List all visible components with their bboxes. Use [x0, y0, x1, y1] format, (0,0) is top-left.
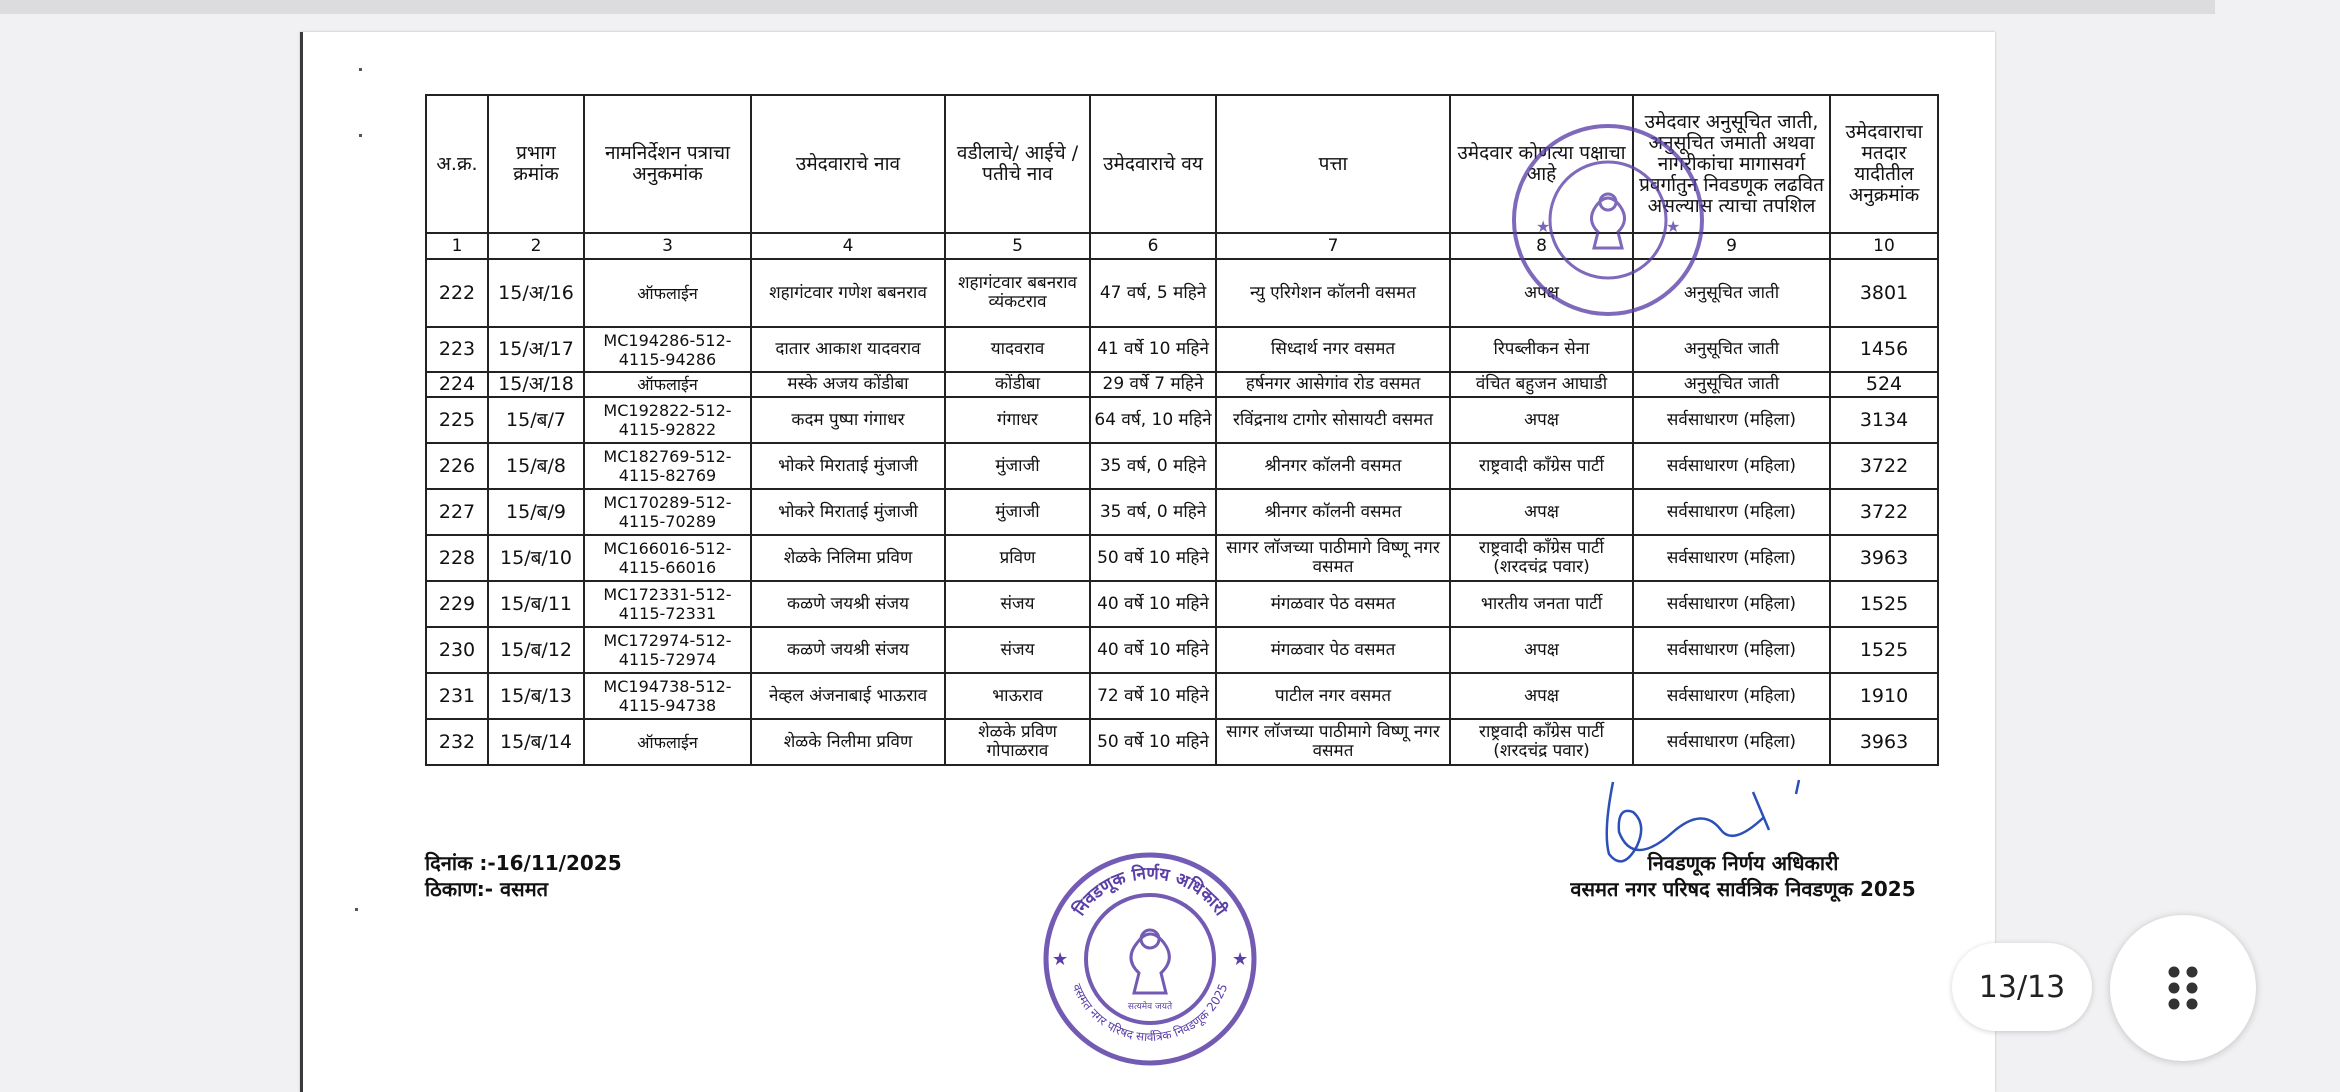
date-place-block [425, 850, 622, 902]
cell-voter-no: 3134 [1830, 397, 1938, 443]
column-number: 9 [1633, 233, 1830, 259]
nomination-table [425, 94, 1939, 766]
svg-text:★: ★ [1536, 217, 1551, 236]
cell-candidate-name: कळणे जयश्री संजय [751, 627, 945, 673]
cell-voter-no: 1456 [1830, 327, 1938, 372]
col-header-party: उमेदवार कोणत्या पक्षाचा आहे [1450, 95, 1633, 233]
cell-voter-no: 3722 [1830, 489, 1938, 535]
col-header-candidate-name: उमेदवाराचे नाव [751, 95, 945, 233]
cell-sr: 222 [426, 259, 488, 327]
cell-age: 40 वर्षे 10 महिने [1090, 581, 1216, 627]
cell-ward: 15/ब/7 [488, 397, 584, 443]
col-header-parent-name: वडीलाचे/ आईचे / पतीचे नाव [945, 95, 1090, 233]
cell-category: सर्वसाधारण (महिला) [1633, 489, 1830, 535]
cell-category: सर्वसाधारण (महिला) [1633, 535, 1830, 581]
cell-candidate-name: शेळके निलिमा प्रविण [751, 535, 945, 581]
cell-category: सर्वसाधारण (महिला) [1633, 581, 1830, 627]
cell-address: मंगळवार पेठ वसमत [1216, 581, 1450, 627]
cell-parent-name: गंगाधर [945, 397, 1090, 443]
cell-parent-name: प्रविण [945, 535, 1090, 581]
svg-text:★: ★ [1052, 949, 1069, 970]
cell-nomination-no: ऑफलाईन [584, 719, 751, 765]
scan-mark [359, 68, 362, 71]
cell-nomination-no: MC194738-512-4115-94738 [584, 673, 751, 719]
cell-address: रविंद्रनाथ टागोर सोसायटी वसमत [1216, 397, 1450, 443]
cell-ward: 15/ब/9 [488, 489, 584, 535]
svg-text:★: ★ [1666, 217, 1681, 236]
cell-party: राष्ट्रवादी कॉंग्रेस पार्टी (शरदचंद्र पवार) [1450, 535, 1633, 581]
cell-address: सागर लॉजच्या पाठीमागे विष्णू नगर वसमत [1216, 719, 1450, 765]
cell-ward: 15/ब/12 [488, 627, 584, 673]
cell-category: अनुसूचित जाती [1633, 327, 1830, 372]
table-row [426, 327, 1938, 372]
cell-age: 35 वर्ष, 0 महिने [1090, 489, 1216, 535]
date-line: दिनांक :-16/11/2025 [425, 851, 622, 875]
cell-parent-name: संजय [945, 581, 1090, 627]
cell-party: अपक्ष [1450, 259, 1633, 327]
cell-category: सर्वसाधारण (महिला) [1633, 443, 1830, 489]
cell-ward: 15/अ/18 [488, 372, 584, 397]
cell-nomination-no: MC182769-512-4115-82769 [584, 443, 751, 489]
col-header-nomination-no: नामनिर्देशन पत्राचा अनुकमांक [584, 95, 751, 233]
cell-candidate-name: कदम पुष्पा गंगाधर [751, 397, 945, 443]
table-header-row [426, 95, 1938, 233]
cell-candidate-name: भोकरे मिराताई मुंजाजी [751, 489, 945, 535]
cell-sr: 223 [426, 327, 488, 372]
cell-address: न्यु एरिगेशन कॉलनी वसमत [1216, 259, 1450, 327]
cell-party: अपक्ष [1450, 489, 1633, 535]
cell-age: 50 वर्षे 10 महिने [1090, 719, 1216, 765]
cell-age: 41 वर्षे 10 महिने [1090, 327, 1216, 372]
column-number: 10 [1830, 233, 1938, 259]
cell-age: 47 वर्ष, 5 महिने [1090, 259, 1216, 327]
cell-address: सिध्दार्थ नगर वसमत [1216, 327, 1450, 372]
cell-nomination-no: MC170289-512-4115-70289 [584, 489, 751, 535]
cell-nomination-no: MC194286-512-4115-94286 [584, 327, 751, 372]
cell-address: हर्षनगर आसेगांव रोड वसमत [1216, 372, 1450, 397]
scan-mark [359, 134, 362, 137]
officer-title: निवडणूक निर्णय अधिकारी [1647, 851, 1839, 875]
place-line: ठिकाण:- वसमत [425, 877, 549, 901]
document-page [300, 32, 1995, 1092]
cell-voter-no: 1525 [1830, 627, 1938, 673]
cell-sr: 226 [426, 443, 488, 489]
cell-parent-name: कोंडीबा [945, 372, 1090, 397]
cell-sr: 229 [426, 581, 488, 627]
grid-dots-icon [2163, 963, 2203, 1013]
col-header-sr: अ.क्र. [426, 95, 488, 233]
cell-nomination-no: MC172974-512-4115-72974 [584, 627, 751, 673]
column-number: 3 [584, 233, 751, 259]
cell-party: राष्ट्रवादी कॉंग्रेस पार्टी [1450, 443, 1633, 489]
cell-candidate-name: नेव्हल अंजनाबाई भाऊराव [751, 673, 945, 719]
table-row [426, 489, 1938, 535]
col-header-address: पत्ता [1216, 95, 1450, 233]
col-header-ward: प्रभाग क्रमांक [488, 95, 584, 233]
table-row [426, 535, 1938, 581]
cell-category: सर्वसाधारण (महिला) [1633, 719, 1830, 765]
cell-address: पाटील नगर वसमत [1216, 673, 1450, 719]
cell-category: अनुसूचित जाती [1633, 372, 1830, 397]
cell-nomination-no: MC192822-512-4115-92822 [584, 397, 751, 443]
cell-ward: 15/अ/17 [488, 327, 584, 372]
cell-nomination-no: MC172331-512-4115-72331 [584, 581, 751, 627]
cell-voter-no: 3801 [1830, 259, 1938, 327]
cell-party: अपक्ष [1450, 673, 1633, 719]
col-header-voter-no: उमेदवाराचा मतदार यादीतील अनुक्रमांक [1830, 95, 1938, 233]
cell-parent-name: शेळके प्रविण गोपाळराव [945, 719, 1090, 765]
cell-voter-no: 3722 [1830, 443, 1938, 489]
cell-category: अनुसूचित जाती [1633, 259, 1830, 327]
column-number: 6 [1090, 233, 1216, 259]
column-number-row [426, 233, 1938, 259]
cell-ward: 15/ब/14 [488, 719, 584, 765]
cell-category: सर्वसाधारण (महिला) [1633, 673, 1830, 719]
cell-voter-no: 524 [1830, 372, 1938, 397]
cell-sr: 224 [426, 372, 488, 397]
cell-parent-name: यादवराव [945, 327, 1090, 372]
column-number: 2 [488, 233, 584, 259]
officer-block [1503, 850, 1983, 902]
cell-age: 40 वर्षे 10 महिने [1090, 627, 1216, 673]
cell-address: मंगळवार पेठ वसमत [1216, 627, 1450, 673]
cell-ward: 15/ब/10 [488, 535, 584, 581]
table-row [426, 443, 1938, 489]
page-indicator: 13/13 [1952, 943, 2092, 1031]
cell-ward: 15/ब/8 [488, 443, 584, 489]
cell-nomination-no: MC166016-512-4115-66016 [584, 535, 751, 581]
cell-parent-name: मुंजाजी [945, 443, 1090, 489]
cell-category: सर्वसाधारण (महिला) [1633, 627, 1830, 673]
cell-ward: 15/अ/16 [488, 259, 584, 327]
scan-mark [355, 908, 358, 911]
cell-nomination-no: ऑफलाईन [584, 259, 751, 327]
stamp-bottom-text: वसमत नगर परिषद सार्वत्रिक निवडणूक 2025 [1069, 981, 1231, 1045]
cell-sr: 225 [426, 397, 488, 443]
cell-sr: 228 [426, 535, 488, 581]
cell-parent-name: संजय [945, 627, 1090, 673]
cell-candidate-name: शेळके निलीमा प्रविण [751, 719, 945, 765]
cell-age: 50 वर्षे 10 महिने [1090, 535, 1216, 581]
table-row [426, 372, 1938, 397]
table-row [426, 259, 1938, 327]
cell-sr: 227 [426, 489, 488, 535]
table-row [426, 627, 1938, 673]
cell-voter-no: 1525 [1830, 581, 1938, 627]
page-grid-button[interactable] [2110, 915, 2256, 1061]
cell-candidate-name: भोकरे मिराताई मुंजाजी [751, 443, 945, 489]
stamp-emblem-caption: सत्यमेव जयते [1127, 1002, 1173, 1012]
column-number: 7 [1216, 233, 1450, 259]
cell-parent-name: शहागंटवार बबनराव व्यंकटराव [945, 259, 1090, 327]
stamp-top-text: निवडणूक निर्णय अधिकारी [1069, 863, 1231, 920]
cell-voter-no: 1910 [1830, 673, 1938, 719]
cell-address: श्रीनगर कॉलनी वसमत [1216, 443, 1450, 489]
cell-age: 64 वर्ष, 10 महिने [1090, 397, 1216, 443]
cell-party: वंचित बहुजन आघाडी [1450, 372, 1633, 397]
cell-voter-no: 3963 [1830, 719, 1938, 765]
cell-candidate-name: कळणे जयश्री संजय [751, 581, 945, 627]
table-row [426, 581, 1938, 627]
column-number: 4 [751, 233, 945, 259]
cell-candidate-name: शहागंटवार गणेश बबनराव [751, 259, 945, 327]
cell-parent-name: मुंजाजी [945, 489, 1090, 535]
table-row [426, 719, 1938, 765]
cell-ward: 15/ब/13 [488, 673, 584, 719]
cell-category: सर्वसाधारण (महिला) [1633, 397, 1830, 443]
cell-parent-name: भाऊराव [945, 673, 1090, 719]
column-number: 5 [945, 233, 1090, 259]
cell-voter-no: 3963 [1830, 535, 1938, 581]
cell-sr: 230 [426, 627, 488, 673]
cell-age: 29 वर्षे 7 महिने [1090, 372, 1216, 397]
cell-party: अपक्ष [1450, 397, 1633, 443]
cell-party: अपक्ष [1450, 627, 1633, 673]
cell-sr: 231 [426, 673, 488, 719]
svg-text:★: ★ [1232, 949, 1249, 970]
officer-org: वसमत नगर परिषद सार्वत्रिक निवडणूक 2025 [1570, 877, 1916, 901]
cell-party: भारतीय जनता पार्टी [1450, 581, 1633, 627]
official-stamp-icon [1508, 120, 1708, 320]
cell-age: 35 वर्ष, 0 महिने [1090, 443, 1216, 489]
cell-party: राष्ट्रवादी कॉंग्रेस पार्टी (शरदचंद्र पवार) [1450, 719, 1633, 765]
viewer-top-bar [0, 0, 2215, 14]
cell-party: रिपब्लीकन सेना [1450, 327, 1633, 372]
cell-candidate-name: मस्के अजय कोंडीबा [751, 372, 945, 397]
col-header-category: उमेदवार अनुसूचित जाती, अनुसूचित जमाती अथवा नागरीकांचा मागासवर्ग प्रवर्गातुन निवडणूक लढवित असल्यास त्याचा तपशिल [1633, 95, 1830, 233]
cell-ward: 15/ब/11 [488, 581, 584, 627]
cell-nomination-no: ऑफलाईन [584, 372, 751, 397]
col-header-age: उमेदवाराचे वय [1090, 95, 1216, 233]
cell-candidate-name: दातार आकाश यादवराव [751, 327, 945, 372]
bottom-stamp-icon [1038, 847, 1263, 1072]
table-row [426, 673, 1938, 719]
column-number: 8 [1450, 233, 1633, 259]
cell-age: 72 वर्षे 10 महिने [1090, 673, 1216, 719]
cell-address: श्रीनगर कॉलनी वसमत [1216, 489, 1450, 535]
table-row [426, 397, 1938, 443]
column-number: 1 [426, 233, 488, 259]
cell-sr: 232 [426, 719, 488, 765]
cell-address: सागर लॉजच्या पाठीमागे विष्णू नगर वसमत [1216, 535, 1450, 581]
